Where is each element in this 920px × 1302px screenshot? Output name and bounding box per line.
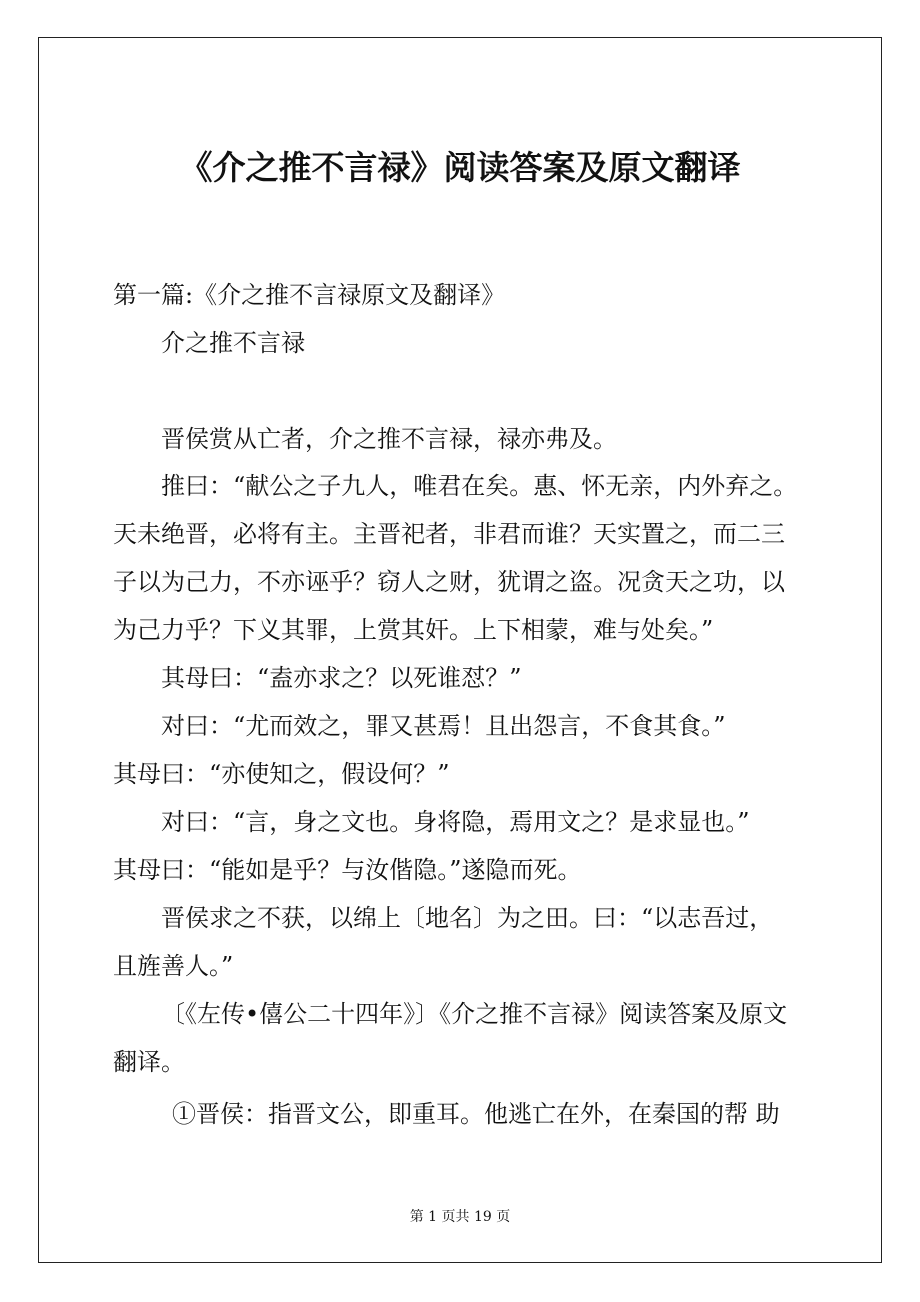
text-line: 晋侯求之不获，以绵上〔地名〕为之田。曰：“以志吾过， [161, 904, 774, 932]
text-line: 为己力乎？下义其罪，上赏其奸。上下相蒙，难与处矣。” [113, 616, 714, 644]
text-line: 晋侯赏从亡者，介之推不言禄，禄亦弗及。 [161, 425, 617, 453]
subtitle: 介之推不言禄 [161, 329, 305, 357]
text-line: 天未绝晋，必将有主。主晋祀者，非君而谁？天实置之，而二三 [113, 520, 785, 548]
text-line: 对曰：“尤而效之，罪又甚焉！且出怨言，不食其食。” [161, 712, 726, 740]
text-line: 推曰：“献公之子九人，唯君在矣。惠、怀无亲，内外弃之。 [161, 472, 798, 500]
page-footer [40, 1208, 880, 1226]
section-heading: 第一篇:《介之推不言禄原文及翻译》 [113, 281, 506, 309]
annotation-line: ①晋侯：指晋文公，即重耳。他逃亡在外，在秦国的帮 助 [172, 1100, 780, 1128]
document-title: 《介之推不言禄》阅读答案及原文翻译 [179, 148, 741, 187]
text-line: 对曰：“言，身之文也。身将隐，焉用文之？是求显也。” [161, 808, 750, 836]
page-number: 第 1 页 [409, 1209, 456, 1225]
page-border [38, 37, 882, 1263]
text-line: 其母曰：“盍亦求之？以死谁怼？” [161, 664, 522, 692]
text-line: 其母曰：“能如是乎？与汝偕隐。”遂隐而死。 [113, 856, 582, 884]
text-line: 〔《左传•僖公二十四年》〕《介之推不言禄》阅读答案及原文 [161, 1000, 788, 1028]
text-line: 子以为己力，不亦诬乎？窃人之财，犹谓之盗。况贪天之功，以 [113, 568, 785, 596]
text-line: 其母曰：“亦使知之，假设何？” [113, 760, 450, 788]
text-line: 且旌善人。” [113, 952, 234, 980]
text-line: 翻译。 [113, 1048, 185, 1076]
page-total: 共 19 页 [455, 1209, 511, 1225]
